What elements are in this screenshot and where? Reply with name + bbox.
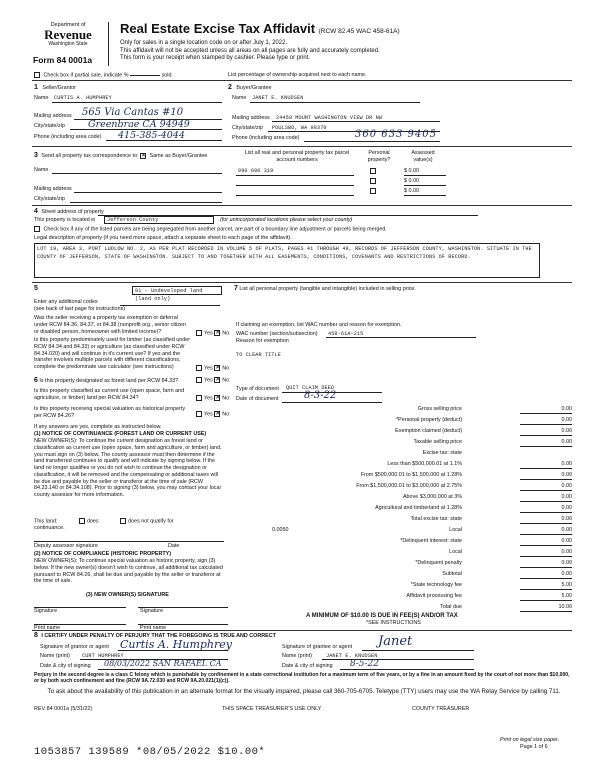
buyer-city[interactable]: POULSBO, WA 98370 — [272, 125, 327, 131]
q2-yes-checkbox[interactable] — [196, 365, 202, 371]
segregated-label: Check box if any of the listed parcels are being segregated from another parcel, are part of a boundary line adjustment or parcels being merged. — [43, 226, 387, 233]
does-checkbox[interactable] — [79, 518, 85, 524]
located-in-label: This property is located in — [34, 217, 96, 223]
tax-row — [236, 505, 572, 513]
personal-prop-label: List all personal property (tangible and intangible) included in selling price. — [239, 286, 416, 292]
dor-logo — [36, 22, 100, 47]
grantor-signature[interactable]: Curtis A. Humphrey — [120, 638, 232, 651]
section-8-number: 8 — [34, 632, 38, 639]
reason-label: Reason for exemption — [236, 338, 289, 344]
dept-line1: Department of — [50, 22, 86, 28]
tax-label: Less than $500,000.01 at 1.1% — [387, 461, 462, 467]
rev-number: REV 84 0001a (5/31/22) — [34, 706, 93, 712]
tax-row — [236, 428, 572, 436]
grantee-name-label: Name (print) — [282, 653, 312, 659]
county-treasurer: COUNTY TREASURER — [412, 706, 470, 712]
grantor-date-label: Date & city of signing — [40, 663, 91, 669]
tax-label: Local — [449, 527, 462, 533]
continuance-label: continuance. — [34, 525, 65, 531]
assessed-value[interactable]: $ 0.00 — [404, 168, 446, 176]
section-1-number: 1 — [34, 84, 38, 91]
new-owner-sig-title: (3) NEW OWNER(S) SIGNATURE — [86, 592, 169, 598]
tax-row — [236, 461, 572, 469]
print-name-label-1: Print name — [34, 625, 61, 631]
sec5-q1: Was the seller receiving a property tax exemption or deferral under RCW 84.36, 84.37, or 84.38 (nonprofit org., senior citizen or disabled person, homeowner with limited income)? — [34, 315, 186, 335]
dept-line3: Washington State — [48, 40, 88, 47]
tax-label: Total excise tax: state — [410, 516, 462, 522]
tax-label: Taxable selling price — [413, 439, 462, 445]
historic-no-checkbox[interactable] — [214, 411, 220, 417]
sec3-label: Send all property tax correspondence to: — [41, 153, 139, 159]
section-2-number: 2 — [228, 84, 232, 91]
tax-value[interactable]: 0.00 — [520, 505, 572, 513]
page-number: Page 1 of 6 — [520, 744, 548, 750]
print-name-label-2: Print name — [140, 625, 167, 631]
buyer-name-label: Name — [232, 95, 247, 101]
tax-value[interactable]: 0.00 — [520, 439, 572, 447]
seller-mail-label: Mailing address — [34, 113, 72, 119]
current-use-yes-checkbox[interactable] — [196, 395, 202, 401]
grantee-sig-label: Signature of grantee or agent — [282, 644, 353, 650]
note-line3: This form is your receipt when stamped by cashier. Please type or print. — [120, 55, 311, 62]
treasurer-use: THIS SPACE TREASURER'S USE ONLY — [222, 706, 322, 712]
tax-value[interactable]: 0.00 — [520, 549, 572, 557]
seller-name[interactable]: CURTIS A. HUMPHREY — [54, 95, 112, 101]
tax-row — [236, 549, 572, 557]
tax-row — [236, 406, 572, 414]
form-title — [120, 21, 400, 37]
tax-row — [236, 516, 572, 524]
no-label: No — [222, 365, 230, 372]
yes-label: Yes — [204, 365, 213, 372]
yes-label: Yes — [204, 377, 213, 384]
buyer-name[interactable]: JANET E. KNUDSEN — [252, 95, 304, 101]
legal-desc-label: Legal description of property (if you need more space, attach a separate sheet to each page of the affidavit). — [34, 235, 292, 241]
parcel-header-personal: Personal property? — [367, 150, 391, 163]
assessed-value[interactable]: $ 0.00 — [404, 178, 446, 186]
sec5-q2: Is this property predominately used for timber (as classified under RCW 84.34 and 84.33) or agriculture (as classified under RCW 84.34.020) and will continue in it's current use? If yes and the transfer involves multiple parcels with different classifications, complete the predominate use calculator (see instructions) — [34, 337, 191, 370]
tax-label: Exemption claimed (deduct) — [395, 428, 462, 434]
buyer-phone-label: Phone (including area code) — [232, 135, 300, 141]
notice2-body: NEW OWNER(S): To continue special valuation as historic property, sign (3) below. If the new owner(s) doesn't wish to continue, all additional tax calculated pursuant to RCW 84.26, shall be due and payable by the seller or transferor at the time of sale. — [34, 558, 223, 585]
tax-row — [236, 483, 572, 491]
tax-row — [236, 582, 572, 590]
buyer-mail-label: Mailing address — [232, 115, 270, 121]
buyer-mail[interactable]: 24450 MOUNT WASHINGTON VIEW DR NW — [276, 115, 383, 121]
exemption-reason[interactable]: TO CLEAR TITLE — [236, 352, 281, 358]
forest-yes-checkbox[interactable] — [196, 377, 202, 383]
historic-yes-checkbox[interactable] — [196, 411, 202, 417]
sec6-q2: Is this property classified as current use (open space, farm and agriculture, or timber) land per RCW 84.34? — [34, 388, 185, 401]
tax-label: Subtotal — [442, 571, 462, 577]
tax-label: Local — [449, 549, 462, 555]
list-pct-note: List percentage of ownership acquired next to each name. — [228, 72, 367, 78]
parcel-header-numbers: List all real and personal property tax parcel account numbers — [244, 150, 350, 163]
current-use-no-checkbox[interactable] — [214, 395, 220, 401]
seller-city-label: City/state/zip — [34, 123, 65, 129]
section-6-number: 6 — [34, 377, 38, 384]
tax-value[interactable]: 0.00 — [520, 406, 572, 414]
deputy-sig-label: Deputy assessor signature — [34, 543, 98, 549]
perjury-notice: Perjury in the second degree is a class C felony which is punishable by confinement in a state correctional institution for a maximum term of five years, or by a fine in an amount fixed by the court of not more than $10,000, or by both such confinement and fine (RCW 9A.72.030 and RCW 9A.20.021(1)(c)). — [34, 672, 570, 685]
tax-row — [236, 571, 572, 579]
partial-sale — [34, 72, 173, 79]
personal-property-checkbox[interactable] — [370, 188, 376, 194]
tax-value[interactable]: 0.00 — [520, 417, 572, 425]
tax-label: Excise tax: state — [422, 450, 462, 456]
tax-value[interactable]: 0.00 — [520, 571, 572, 579]
signature-label-2: Signature — [140, 608, 164, 614]
section-5-number: 5 — [34, 285, 38, 292]
forest-no-checkbox[interactable] — [214, 377, 220, 383]
tax-value[interactable]: 0.00 — [520, 483, 572, 491]
seller-heading: Seller/Grantor — [42, 85, 76, 91]
yes-label: Yes — [204, 411, 213, 418]
sec3-mail-label: Mailing address — [34, 186, 72, 192]
personal-property-checkbox[interactable] — [370, 178, 376, 184]
grantee-date[interactable]: 8-5-22 — [350, 659, 379, 669]
tax-value[interactable]: 0.00 — [520, 538, 572, 546]
tax-label: Affidavit processing fee — [406, 593, 462, 599]
rcw-ref: (RCW 82.45 WAC 458-61A) — [318, 28, 400, 35]
does-not-label: does not qualify for — [128, 518, 174, 525]
q2-no-checkbox[interactable] — [214, 365, 220, 371]
minimum-due: A MINIMUM OF $10.00 IS DUE IN FEE(S) AND/OR TAX — [306, 613, 458, 619]
no-label: No — [222, 330, 230, 337]
tax-row — [236, 439, 572, 447]
grantee-name[interactable]: JANET E. KNUDSEN — [326, 653, 378, 659]
dept-line2: Revenue — [44, 26, 92, 42]
tax-value[interactable]: 5.00 — [520, 582, 572, 590]
parcel-row-3 — [236, 188, 446, 197]
yes-label: Yes — [204, 395, 213, 402]
legal-description[interactable]: LOT 19, AREA 3, PORT LUDLOW NO. 2, AS PER PLAT RECORDED IN VOLUME 5 OF PLATS, PAGES 41 THROUGH 49, RECORDS OF JEFFERSON COUNTY, WASHINGTON. SITUATE IN THE COUNTY OF JEFFERSON, STATE OF WASHINGTON. SUBJECT TO AND TOGETHER WITH ALL EASEMENTS, CONDITIONS, COVENANTS AND RESTRICTIONS OF RECORD. — [34, 243, 540, 278]
tax-row — [236, 560, 572, 568]
tax-value[interactable]: 0.00 — [520, 560, 572, 568]
parcel-row-2 — [236, 178, 446, 187]
tax-value[interactable]: 0.00 — [520, 461, 572, 469]
wac-label: WAC number (section/subsection) — [236, 331, 318, 337]
tax-row — [236, 494, 572, 502]
buyer-heading: Buyer/Grantee — [236, 85, 272, 91]
tax-value[interactable]: 0.00 — [520, 428, 572, 436]
tax-label: From $1,500,000.01 to $3,000,000 at 2.75% — [356, 483, 462, 489]
tax-row — [236, 472, 572, 480]
grantee-date-label: Date & city of signing — [282, 663, 333, 669]
seller-name-label: Name — [34, 95, 49, 101]
grantor-name-label: Name (print) — [40, 653, 70, 659]
certify-text: I CERTIFY UNDER PENALTY OF PERJURY THAT THE FOREGOING IS TRUE AND CORRECT — [41, 633, 276, 639]
doc-date[interactable]: 8-3-22 — [304, 390, 337, 401]
tax-value[interactable]: 5.00 — [520, 593, 572, 601]
tax-label: *State technology fee — [410, 582, 462, 588]
tax-row — [236, 593, 572, 601]
if-yes-note: If any answers are yes, complete as instructed below. — [34, 424, 162, 430]
county-select[interactable]: Jefferson County — [104, 216, 214, 224]
same-as-buyer-checkbox[interactable] — [140, 153, 146, 159]
cashier-stamp: 1053857 139589 *08/05/2022 $10.00* — [34, 746, 266, 758]
sec3-name-label: Name — [34, 167, 49, 173]
sec6-q1: Is this property designated as forest land per RCW 84.33? — [39, 378, 179, 384]
sec6-q2-answers — [196, 395, 229, 402]
wac-number[interactable]: 458-61A-215 — [328, 331, 364, 337]
no-label: No — [222, 395, 230, 402]
tax-label: *Delinquent interest: state — [400, 538, 462, 544]
date-label: Date — [168, 543, 180, 549]
local-rate: 0.0050 — [272, 527, 289, 533]
parcel-number[interactable]: 990 600 319 — [238, 168, 274, 174]
header-notes — [120, 40, 380, 63]
exemption-question: If claiming an exemption, list WAC number and reason for exemption. — [236, 322, 402, 328]
partial-sale-label: Check box if partial sale, indicate % — [43, 72, 129, 79]
q1-yes-checkbox[interactable] — [196, 330, 202, 336]
tax-value[interactable]: 10.00 — [520, 604, 572, 612]
grantee-signature[interactable]: Janet — [378, 634, 413, 649]
buyer-phone[interactable]: 360 633 9405 — [355, 129, 437, 140]
alternate-format-note: To ask about the availability of this publication in an alternate format for the visually impaired, please call 360-705-6705. Teletype (TTY) users may use the WA Relay Service by calling 711. — [47, 688, 561, 695]
see-back-note: (see back of last page for instructions) — [34, 306, 126, 312]
grantor-name[interactable]: CURT HUMPHREY — [82, 653, 124, 659]
assessed-value[interactable]: $ 0.00 — [404, 188, 446, 196]
see-instructions: *SEE INSTRUCTIONS — [366, 620, 421, 626]
seller-city[interactable]: Greenbrae CA 94949 — [88, 119, 190, 130]
does-not-checkbox[interactable] — [120, 518, 126, 524]
parcel-header-assessed: Assessed value(s) — [411, 150, 435, 163]
section-7-number: 7 — [234, 285, 238, 292]
sec5-q1-answers — [196, 330, 229, 337]
signature-label-1: Signature — [34, 608, 58, 614]
header-divider — [108, 22, 109, 66]
sec6-q1-answers — [196, 377, 229, 384]
segregated-checkbox[interactable] — [34, 226, 40, 232]
land-use-select[interactable]: 91 - Undeveloped land (land only) — [132, 286, 222, 295]
no-label: No — [222, 377, 230, 384]
doc-date-label: Date of document — [236, 396, 279, 402]
tax-row — [236, 450, 572, 458]
section-3-number: 3 — [34, 152, 38, 159]
note-line2: This affidavit will not be accepted unless all areas on all pages are fully and accurately completed. — [120, 47, 380, 54]
q1-no-checkbox[interactable] — [214, 330, 220, 336]
unincorporated-note: (for unincorporated locations please select your county) — [220, 217, 353, 223]
tax-label: From $500,000.01 to $1,500,000 at 1.28% — [360, 472, 462, 478]
tax-label: Agricultural and timberland at 1.28% — [375, 505, 462, 511]
does-label: does — [86, 518, 99, 525]
tax-label: *Delinquent penalty — [415, 560, 462, 566]
personal-property-checkbox[interactable] — [370, 168, 376, 174]
buyer-city-label: City/state/zip — [232, 125, 263, 131]
sec6-q3-answers — [196, 411, 229, 418]
parcel-row-1 — [236, 168, 446, 177]
this-land-label: This land: — [34, 518, 58, 525]
legal-paper-note: Print on legal size paper. — [500, 737, 560, 743]
tax-label: *Personal property (deduct) — [396, 417, 462, 423]
sec5-q2-answers — [196, 365, 229, 372]
doc-type-label: Type of document — [236, 386, 279, 392]
tax-label: Gross selling price — [417, 406, 462, 412]
segregated — [34, 226, 387, 233]
street-address-label: Street address of property — [41, 209, 104, 215]
notice1-body: NEW OWNER(S): To continue the current designation as forest land or classification as current use (open space, farm and agriculture, or timber) land, you must sign on (3) below. The county assessor must then determine if the land transferred continues to qualify and will indicate by signing below. If the land no longer qualifies or you do not wish to continue the designation or classification, it will be removed and the compensating or additional taxes will be due and payable by the seller or transferor at the time of sale (RCW 84.33.140 or 84.34.108). Prior to signing (3) below, you may contact your local county assessor for more information. — [34, 438, 222, 498]
doc-type[interactable]: QUIT CLAIM DEED — [286, 385, 335, 391]
tax-label: Above $3,000,000 at 3% — [402, 494, 462, 500]
sec6-q3: Is this property receiving special valuation as historical property per RCW 84.26? — [34, 406, 186, 419]
tax-value[interactable]: 0.00 — [520, 527, 572, 535]
seller-mail[interactable]: 565 Via Cantas #10 — [82, 107, 184, 118]
tax-value[interactable]: 0.00 — [520, 494, 572, 502]
grantor-date[interactable]: 08/03/2022 SAN RAFAEL CA — [104, 659, 222, 668]
section-4-number: 4 — [34, 208, 38, 215]
tax-row — [236, 538, 572, 546]
title-text: Real Estate Excise Tax Affidavit — [120, 21, 316, 36]
seller-phone-label: Phone (including area code) — [34, 134, 102, 140]
yes-label: Yes — [204, 330, 213, 337]
notice1-title: (1) NOTICE OF CONTINUANCE (FOREST LAND OR CURRENT USE) — [34, 431, 207, 437]
tax-label: Total due — [440, 604, 462, 610]
form-number: Form 84 0001a — [33, 55, 93, 65]
partial-sale-checkbox[interactable] — [34, 72, 40, 78]
no-label: No — [222, 411, 230, 418]
note-line1: Only for sales in a single location code on or after July 1, 2022. — [120, 40, 288, 46]
tax-row — [236, 604, 572, 612]
tax-row — [236, 417, 572, 425]
seller-phone[interactable]: 415-385-4044 — [118, 130, 185, 141]
tax-value[interactable]: 0.00 — [520, 472, 572, 480]
sold-label: sold. — [161, 72, 173, 79]
grantor-sig-label: Signature of grantor or agent — [40, 644, 109, 650]
tax-value[interactable]: 0.00 — [520, 516, 572, 524]
sec3-city-label: City/state/zip — [34, 196, 65, 202]
addl-codes-label: Enter any additional codes — [34, 299, 98, 305]
same-as-buyer-label: Same as Buyer/Grantee — [149, 153, 208, 159]
notice2-title: (2) NOTICE OF COMPLIANCE (HISTORIC PROPERTY) — [34, 551, 172, 557]
